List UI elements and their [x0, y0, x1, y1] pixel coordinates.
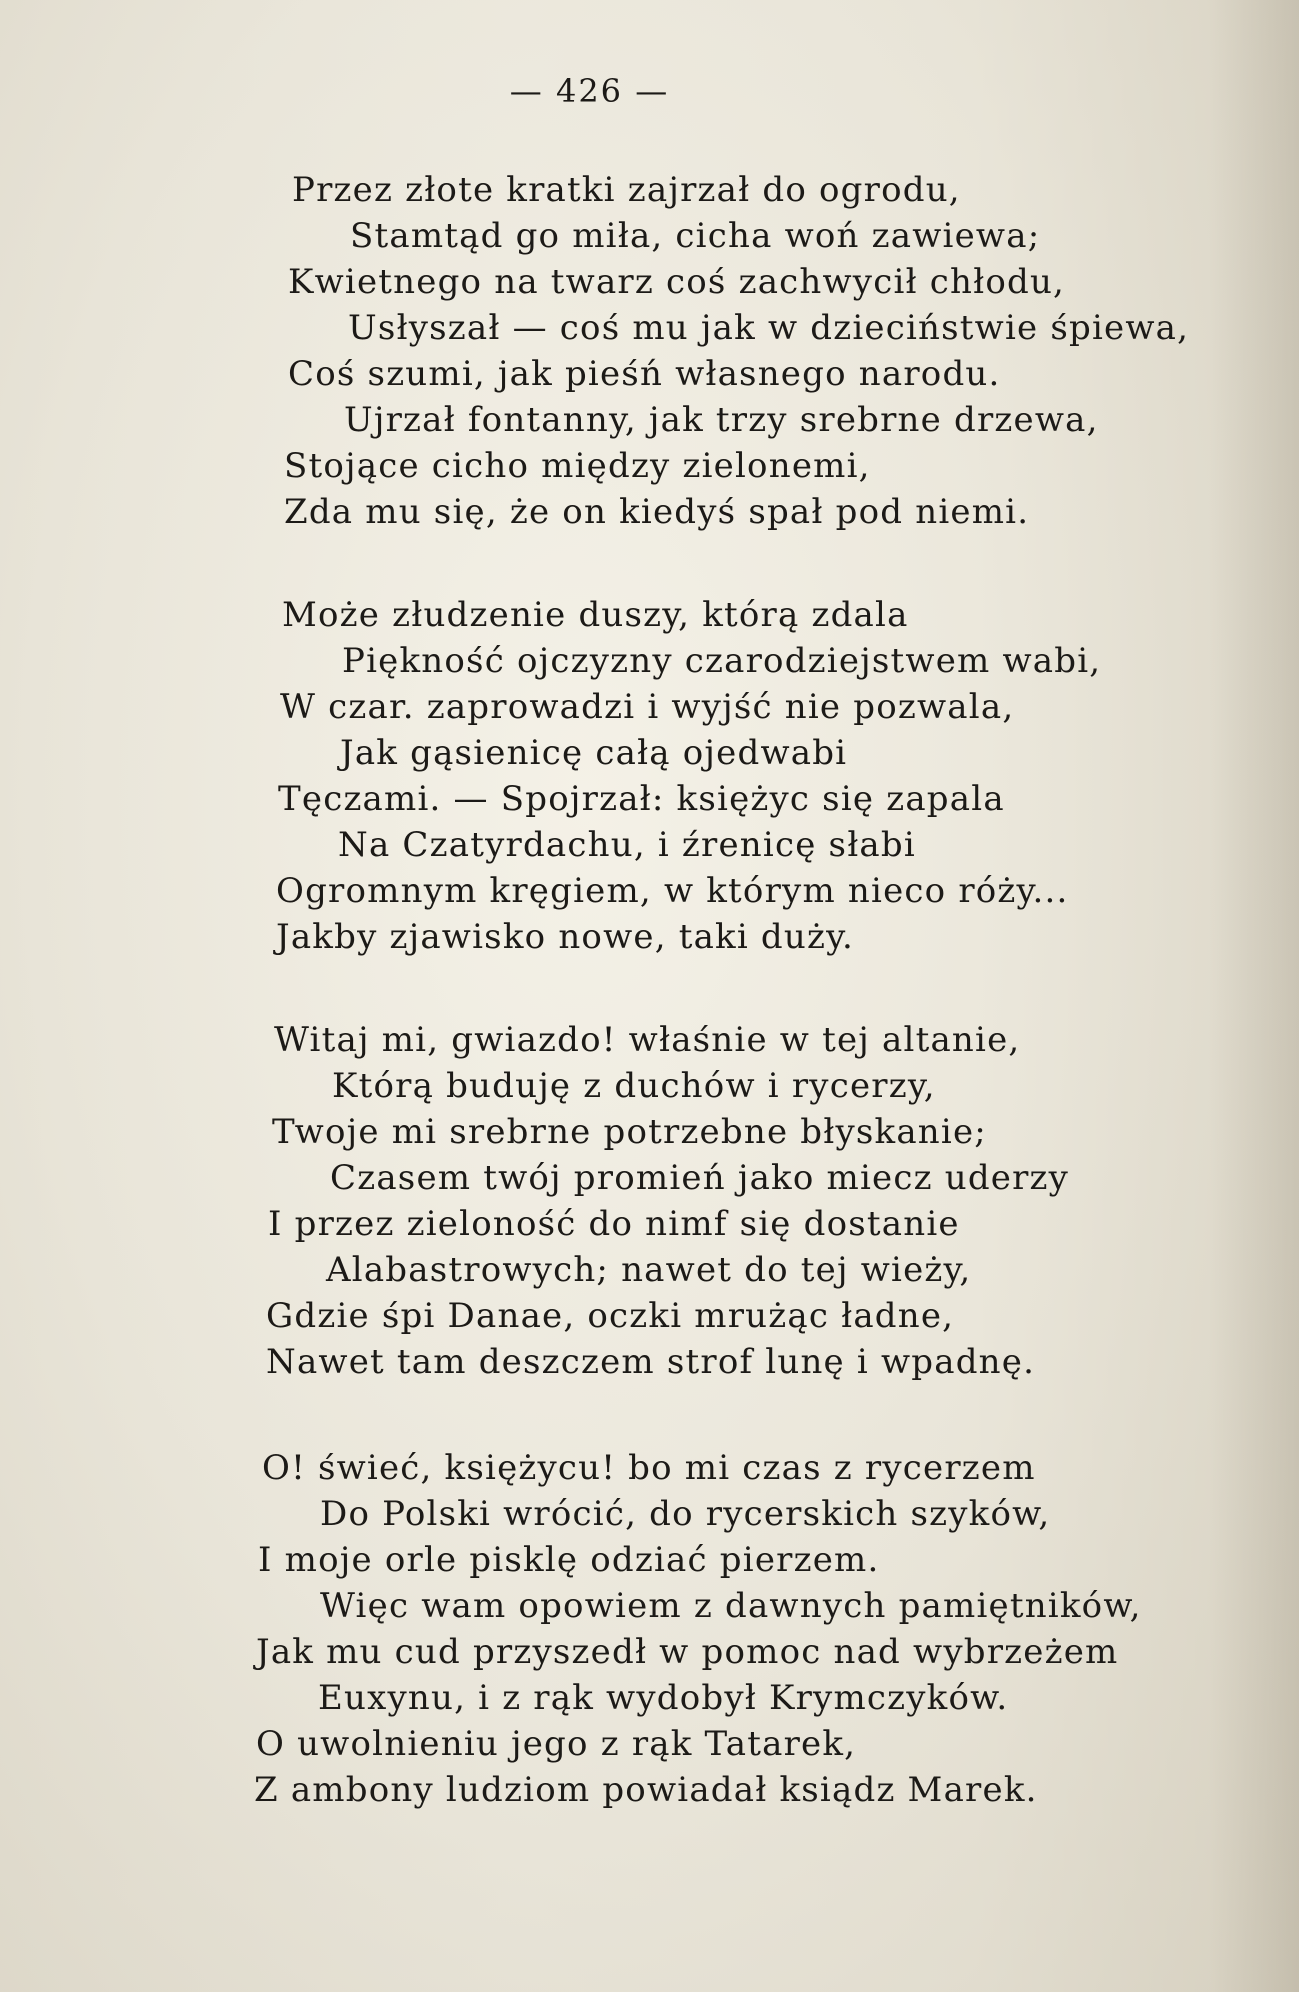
verse-line: Z ambony ludziom powiadał ksiądz Marek. — [254, 1770, 1038, 1810]
verse-line: Witaj mi, gwiazdo! właśnie w tej altanie, — [274, 1020, 1021, 1060]
verse-line: Jak gąsienicę całą ojedwabi — [340, 733, 848, 773]
verse-line: Gdzie śpi Danae, oczki mrużąc ładne, — [266, 1296, 955, 1336]
verse-line: Tęczami. — Spojrzał: księżyc się zapala — [278, 779, 1005, 819]
verse-line: Stojące cicho między zielonemi, — [284, 446, 871, 486]
verse-line: O uwolnieniu jego z rąk Tatarek, — [256, 1724, 857, 1764]
page-edge-shadow — [1209, 0, 1299, 1992]
verse-line: Kwietnego na twarz coś zachwycił chłodu, — [288, 262, 1066, 302]
verse-line: Przez złote kratki zajrzał do ogrodu, — [292, 170, 961, 210]
verse-line: Na Czatyrdachu, i źrenicę słabi — [338, 825, 916, 865]
verse-line: Coś szumi, jak pieśń własnego narodu. — [288, 354, 1001, 394]
verse-line: Więc wam opowiem z dawnych pamiętników, — [320, 1586, 1142, 1626]
verse-line: Może złudzenie duszy, którą zdala — [282, 595, 909, 635]
verse-line: W czar. zaprowadzi i wyjść nie pozwala, — [280, 687, 1015, 727]
verse-line: Którą buduję z duchów i rycerzy, — [332, 1066, 936, 1106]
verse-line: Jak mu cud przyszedł w pomoc nad wybrzeżem — [256, 1632, 1119, 1672]
verse-line: Alabastrowych; nawet do tej wieży, — [326, 1250, 972, 1290]
verse-line: Do Polski wrócić, do rycerskich szyków, — [320, 1494, 1051, 1534]
verse-line: O! świeć, księżycu! bo mi czas z rycerzem — [262, 1448, 1036, 1488]
verse-line: Czasem twój promień jako miecz uderzy — [330, 1158, 1070, 1198]
verse-line: I moje orle pisklę odziać pierzem. — [258, 1540, 880, 1580]
verse-line: Twoje mi srebrne potrzebne błyskanie; — [272, 1112, 987, 1152]
verse-line: Stamtąd go miła, cicha woń zawiewa; — [350, 216, 1041, 256]
verse-line: Usłyszał — coś mu jak w dzieciństwie śpiewa, — [348, 308, 1190, 348]
verse-line: Nawet tam deszczem strof lunę i wpadnę. — [266, 1342, 1036, 1382]
verse-line: Ujrzał fontanny, jak trzy srebrne drzewa, — [344, 400, 1099, 440]
verse-line: Euxynu, i z rąk wydobył Krymczyków. — [318, 1678, 1009, 1718]
page-number: — 426 — — [509, 72, 670, 110]
verse-line: Jakby zjawisko nowe, taki duży. — [276, 917, 855, 957]
verse-line: Zda mu się, że on kiedyś spał pod niemi. — [284, 492, 1030, 532]
verse-line: I przez zieloność do nimf się dostanie — [268, 1204, 960, 1244]
verse-line: Ogromnym kręgiem, w którym nieco róży... — [276, 871, 1069, 911]
verse-line: Piękność ojczyzny czarodziejstwem wabi, — [342, 641, 1102, 681]
